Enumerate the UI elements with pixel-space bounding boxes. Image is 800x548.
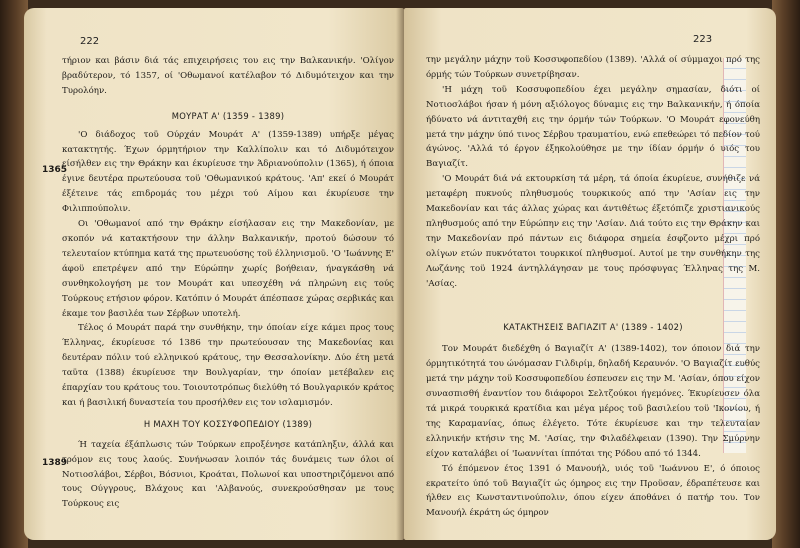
paragraph: την μεγάλην μάχην τοϋ Κοσσυφοπεδίου (1389). 'Αλλά οί σύμμαχοι πρό της όρμής τών Τούρκων συνετρίβησαν. (426, 55, 760, 80)
section-heading: ΜΟΥΡΑΤ Α' (1359 - 1389) (171, 110, 285, 121)
paragraph: Τό έπόμενον έτος 1391 ό Μανουήλ, υιός τοϋ 'Ιωάννου Ε', ό όποιος εκρατείτο ύπό τοϋ Βαγιαζίτ ώς όμηρος εις την Προϋσαν, έδραπέτευσε και ήλθεν εις Κωνσταντινούπολιν, όπου είχεν άποθάνει ό πατήρ του. Τον Μανουήλ έκράτη ώς όμηρον (426, 463, 760, 519)
section-heading: ΚΑΤΑΚΤΗΣΕΙΣ ΒΑΓΙΑΖΙΤ Α' (1389 - 1402) (503, 321, 683, 332)
margin-year: 1389 (42, 458, 68, 468)
paragraph: τήριον και βάσιν διά τάς επιχειρήσεις του εις την Βαλκανικήν. 'Ολίγον βραδύτερον, τό 1357, οί 'Οθωμανοί κατέλαβον τό Διδυμότειχον και την Τυρολόην. (62, 56, 394, 96)
margin-year: 1365 (42, 165, 68, 175)
paragraph: 'Ο διάδοχος τοϋ Ούρχάν Μουράτ Α' (1359-1389) υπήρξε μέγας κατακτητής. Έχων όρμητήριον την Καλλίπολιν και τό Διδυμότειχον είσήλθεν εις την Θράκην και έκυρίευσε την Άδριανούπολιν (1365), ή όποια έγινε δευτέρα πρωτεύουσα τοϋ 'Οθωμανικού κράτους. 'Απ' εκεί ό Μουράτ έξέτεινε τάς επιδρομάς του μέχρι τού Αίμου και έκυρίευσε την Φιλιππούπολιν. (62, 129, 394, 215)
page-number-left: 222 (80, 36, 100, 47)
paragraph: Τον Μουράτ διεδέχθη ό Βαγιαζίτ Α' (1389-1402), τον όποιον διά την όρμητικότητά του ώνόμασαν Γιλδιρίμ, δηλαδή Κεραυνόν. 'Ο Βαγιαζίτ ευθύς μετά την μάχην τοϋ Κοσσυφοπεδίου έσπευσεν εις την Μ. 'Ασίαν, όπου είχον συνασπισθή έναντίον του διάφοροι Σελτζούκοι ήγεμόνες. Έκυρίευσεν όλα τά μικρά τουρκικά κρατίδια και μέγα μέρος τοϋ βασιλείου τοϋ 'Ικονίου, ή της Καραμανίας, όπως έλέγετο. Τότε έκυρίευσε και την τελευταίαν ελληνικήν κτήσιν της Μ. 'Ασίας, την Φιλαδέλφειαν (1390). Την Σμύρνην είχον καταλάβει οί 'Ιωαννίται ίππόται της Ρόδου από τό 1344. (426, 344, 760, 459)
paragraph: Οι 'Οθωμανοί από την Θράκην είσήλασαν εις την Μακεδονίαν, με σκοπόν νά κατακτήσουν την άλλην Βαλκανικήν, προτού δώσουν τό τελευταίον κτύπημα κατά της πρωτευούσης τοϋ έλληνισμοϋ. 'Ο 'Ιωάννης Ε' άφοϋ επετρέψεν από την Εύρώπην χωρίς βοήθειαν, ήναγκάσθη νά συνθηκολογήση με τον Μουράτ και υπεσχέθη νά πληρώνη εις τούς Τούρκους ετήσιον φόρον. Κατόπιν ό Μουράτ άπέσπασε χώρας σερβικάς και έκαμε τον βασιλέα των Σέρβων υποτελή. (62, 219, 394, 319)
paragraph: 'Η μάχη τοϋ Κοσσυφοπεδίου έχει μεγάλην σημασίαν, διότι οί Νοτιοσλάβοι ήσαν ή μόνη αξιόλογος δύναμις εις την Βαλκανικήν, ή όποία ήδύνατο νά άντιταχθή εις την όρμήν τών Τούρκων. 'Ο Μουράτ εφονεύθη μετά την μάχην ύπό τινος Σέρβου τραυματίου, ενώ επεθεώρει τό πεδίον τού άγώνος. 'Αλλά τό έργον έξηκολούθησε με την ίδίαν όρμήν ό υιός του Βαγιαζίτ. (426, 84, 760, 170)
left-page (24, 8, 404, 540)
book-cover-right (772, 0, 800, 548)
page-number-right: 223 (693, 34, 713, 45)
paragraph: 'Ο Μουράτ διά νά εκτουρκίση τά μέρη, τά όποία έκυρίευε, συνήθιζε νά μεταφέρη πυκνούς πληθυσμούς τουρκικούς από την 'Ασίαν εις την Μακεδονίαν και τάς άλλας χώρας και άντιθέτως έξετόπιζε χριστιανικούς πληθυσμούς από την Εύρώπην εις την 'Ασίαν. Διά τούτο εις την Θράκην και την Μακεδονίαν πρό πάντων εις διάφορα σημεία έσφζοντο μέχρι πρό ολίγων ετών πυκνότατοι τουρκικοί πληθυσμοί. Αυτοί με την συνθήκην της Λωζάνης τοϋ 1924 άντηλλάγησαν με τους πρόσφυγας Έλληνας της Μ. 'Ασίας. (426, 174, 760, 289)
section-heading: Η ΜΑΧΗ ΤΟΥ ΚΟΣΣΥΦΟΠΕΔΙΟΥ (1389) (143, 418, 313, 429)
paragraph: Τέλος ό Μουράτ παρά την συνθήκην, την όποίαν είχε κάμει προς τους Έλληνας, έκυρίευσε τό 1386 την πρωτεύουσαν της Μακεδονίας και δευτέραν πόλιν τού ελληνικού κράτους, την Θεσσαλονίκην. Δύο έτη μετά ταϋτα (1388) έκυρίευσε την Βουλγαρίαν, την όποίαν μετέβαλεν εις έπαρχίαν του κράτους του. Τοιουτοτρόπως διελύθη τό Βουλγαρικόν κράτος και ή βασιλική δυναστεία του προσήλθεν εις τον ισλαμισμόν. (62, 323, 394, 408)
left-page-text (62, 54, 394, 512)
right-page-text (426, 53, 760, 521)
right-page (404, 8, 776, 540)
paragraph: Ή ταχεία έξάπλωσις τών Τούρκων επροξένησε κατάπληξιν, άλλά και τρόμον εις τους λαούς. Συνήνωσαν λοιπόν τάς δυνάμεις των όλοι οί Νοτιοσλάβοι, Σέρβοι, Βόσνιοι, Κροάται, Πολωνοί και υποστηριζόμενοι από τους Ούγγρους, Βλάχους και 'Αλβανούς, συνεκρούσθησαν με τους Τούρκους εις (62, 439, 394, 510)
